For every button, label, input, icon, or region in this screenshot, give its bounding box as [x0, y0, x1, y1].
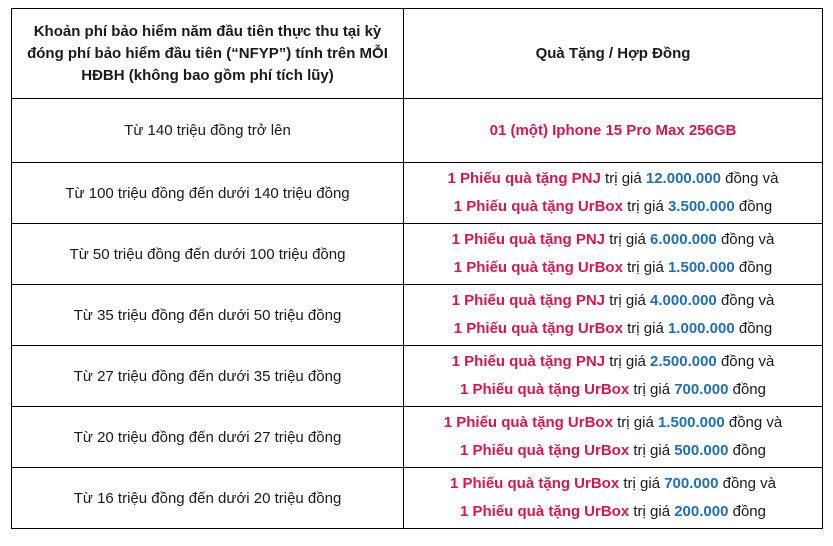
gift-line-1 — [408, 470, 818, 498]
gift-text: trị giá — [629, 442, 675, 459]
gift-name: 1 Phiếu quà tặng PNJ — [451, 353, 606, 370]
prize-cell — [404, 224, 823, 285]
gift-text: trị giá — [629, 381, 675, 398]
gift-text: trị giá — [622, 198, 668, 215]
tier-cell: Từ 100 triệu đồng đến dưới 140 triệu đồng — [12, 163, 404, 224]
gift-name: 1 Phiếu quà tặng UrBox — [460, 503, 630, 520]
gift-text: trị giá — [605, 353, 651, 370]
gift-text: trị giá — [612, 414, 658, 431]
tier-cell: Từ 35 triệu đồng đến dưới 50 triệu đồng — [12, 285, 404, 346]
gift-name: 1 Phiếu quà tặng UrBox — [460, 442, 630, 459]
gift-text: đồng — [734, 320, 773, 337]
gift-name: 1 Phiếu quà tặng UrBox — [453, 198, 623, 215]
gift-line-1 — [408, 409, 818, 437]
gift-value: 6.000.000 — [650, 231, 717, 248]
tier-cell: Từ 50 triệu đồng đến dưới 100 triệu đồng — [12, 224, 404, 285]
tier-cell: Từ 16 triệu đồng đến dưới 20 triệu đồng — [12, 468, 404, 529]
gift-text: đồng — [728, 503, 766, 520]
gift-line-1 — [408, 226, 818, 254]
header-gift: Quà Tặng / Hợp Đồng — [404, 9, 823, 99]
gift-line-1 — [408, 287, 818, 315]
header-premium-tier: Khoản phí bảo hiểm năm đầu tiên thực thu tại kỳ đóng phí bảo hiểm đầu tiên (“NFYP”) tính trên MỖI HĐBH (không bao gồm phí tích lũy) — [12, 9, 404, 99]
table-row — [12, 99, 823, 163]
gift-line-2 — [408, 498, 818, 526]
gift-line-1 — [408, 348, 818, 376]
table-row — [12, 163, 823, 224]
tier-cell: Từ 140 triệu đồng trở lên — [12, 99, 404, 163]
gift-text: trị giá — [605, 231, 651, 248]
gift-name: 1 Phiếu quà tặng UrBox — [453, 259, 623, 276]
gift-line-1 — [408, 165, 818, 193]
gift-text: trị giá — [629, 503, 675, 520]
gift-text: đồng — [734, 259, 773, 276]
gift-text: trị giá — [605, 292, 651, 309]
gift-name: 1 Phiếu quà tặng UrBox — [450, 475, 620, 492]
table-row — [12, 346, 823, 407]
gift-text: đồng — [734, 198, 773, 215]
gift-name: 1 Phiếu quà tặng PNJ — [451, 292, 606, 309]
gift-text: đồng — [728, 442, 766, 459]
table-row — [12, 407, 823, 468]
prize-cell — [404, 285, 823, 346]
gift-value: 1.500.000 — [667, 259, 735, 276]
gift-text: đồng và — [716, 353, 775, 370]
gift-table — [11, 8, 823, 529]
gift-value: 3.500.000 — [667, 198, 735, 215]
gift-line-2 — [408, 254, 818, 282]
prize-cell — [404, 468, 823, 529]
gift-text: đồng và — [718, 475, 776, 492]
gift-text: trị giá — [619, 475, 665, 492]
gift-line-2 — [408, 193, 818, 221]
tier-cell: Từ 20 triệu đồng đến dưới 27 triệu đồng — [12, 407, 404, 468]
gift-text: trị giá — [622, 320, 668, 337]
gift-text: trị giá — [600, 170, 646, 187]
gift-name: 1 Phiếu quà tặng PNJ — [451, 231, 606, 248]
gift-name: 1 Phiếu quà tặng UrBox — [453, 320, 623, 337]
gift-text: đồng — [728, 381, 766, 398]
gift-value: 12.000.000 — [645, 170, 721, 187]
prize-cell — [404, 163, 823, 224]
prize-name: 01 (một) Iphone 15 Pro Max 256GB — [489, 121, 737, 139]
gift-value: 700.000 — [664, 475, 719, 492]
gift-value: 500.000 — [674, 442, 729, 459]
gift-value: 1.000.000 — [667, 320, 735, 337]
gift-text: đồng và — [716, 292, 775, 309]
prize-cell — [404, 346, 823, 407]
gift-line-2 — [408, 437, 818, 465]
prize-cell — [404, 99, 823, 163]
gift-value: 4.000.000 — [650, 292, 717, 309]
table-row — [12, 224, 823, 285]
gift-value: 700.000 — [674, 381, 729, 398]
gift-line-2 — [408, 315, 818, 343]
gift-line-2 — [408, 376, 818, 404]
prize-cell — [404, 407, 823, 468]
gift-text: đồng và — [724, 414, 783, 431]
table-row — [12, 468, 823, 529]
tier-cell: Từ 27 triệu đồng đến dưới 35 triệu đồng — [12, 346, 404, 407]
gift-name: 1 Phiếu quà tặng UrBox — [443, 414, 613, 431]
table-header-row — [12, 9, 823, 99]
gift-name: 1 Phiếu quà tặng PNJ — [447, 170, 601, 187]
gift-text: đồng và — [716, 231, 775, 248]
gift-text: trị giá — [622, 259, 668, 276]
gift-name: 1 Phiếu quà tặng UrBox — [460, 381, 630, 398]
gift-value: 200.000 — [674, 503, 729, 520]
gift-text: đồng và — [720, 170, 779, 187]
gift-value: 1.500.000 — [657, 414, 725, 431]
table-row — [12, 285, 823, 346]
gift-value: 2.500.000 — [650, 353, 717, 370]
